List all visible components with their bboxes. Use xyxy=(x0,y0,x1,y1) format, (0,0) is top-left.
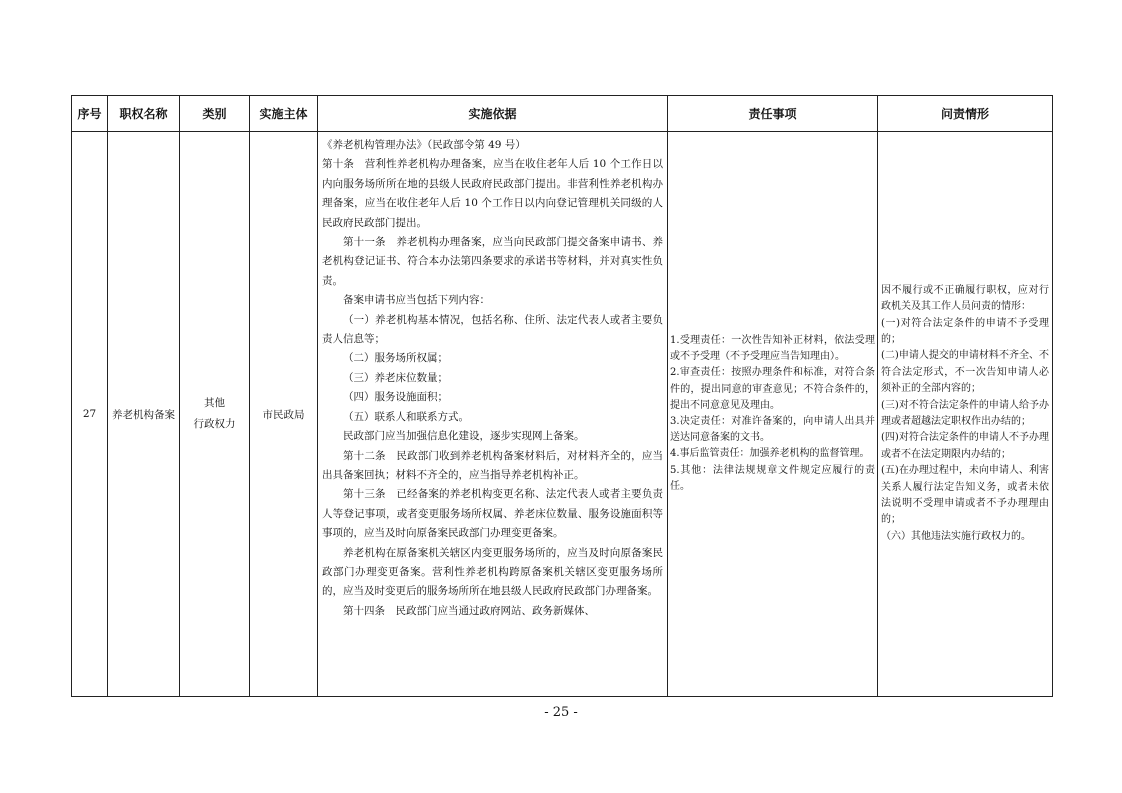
header-row xyxy=(72,96,1053,132)
basis-paragraph: 第十二条 民政部门收到养老机构备案材料后，对材料齐全的，应当出具备案回执；材料不齐全的，应当指导养老机构补正。 xyxy=(322,449,663,481)
accountability-item: (五)在办理过程中，未向申请人、利害关系人履行法定告知义务，或者未依法说明不受理申请或者不予办理理由的； xyxy=(881,465,1049,526)
basis-paragraph: 第十四条 民政部门应当通过政府网站、政务新媒体、 xyxy=(343,604,595,617)
responsibility-item: 3.决定责任：对准许备案的，向申请人出具并送达同意备案的文书。 xyxy=(670,416,875,444)
responsibility-item: 5.其他：法律法规规章文件规定应履行的责任。 xyxy=(670,464,875,492)
cell-responsibility xyxy=(668,132,878,697)
category-line-1: 其他 xyxy=(204,397,225,409)
accountability-item: 因不履行或不正确履行职权，应对行政机关及其工作人员问责的情形： xyxy=(881,284,1049,313)
accountability-item: （六）其他违法实施行政权力的。 xyxy=(881,530,1031,542)
basis-paragraph: 《养老机构管理办法》（民政部令第 49 号） xyxy=(322,139,526,151)
header-accountability: 问责情形 xyxy=(878,96,1053,132)
basis-paragraph: 第十条 营利性养老机构办理备案，应当在收住老年人后 10 个工作日以内向服务场所所在地的县级人民政府民政部门提出。非营利性养老机构办理备案，应当在收住老年人后 10 个工作日以内向登记管理机关同级的人民政府民政部门提出。 xyxy=(322,158,663,229)
basis-paragraph: （四）服务设施面积； xyxy=(343,391,448,404)
basis-paragraph: 备案申请书应当包括下列内容： xyxy=(343,294,490,307)
basis-paragraph: 民政部门应当加强信息化建设，逐步实现网上备案。 xyxy=(343,430,585,443)
accountability-item: (三)对不符合法定条件的申请人给予办理或者超越法定职权作出办结的； xyxy=(881,399,1049,427)
header-name: 职权名称 xyxy=(108,96,180,132)
basis-paragraph: 第十三条 已经备案的养老机构变更名称、法定代表人或者主要负责人等登记事项，或者变更服务场所权属、养老床位数量、服务设施面积等事项的，应当及时向原备案民政部门办理变更备案。 xyxy=(322,488,663,540)
cell-accountability xyxy=(878,132,1053,697)
accountability-item: (四)对符合法定条件的申请人不予办理或者不在法定期限内办结的； xyxy=(881,432,1049,460)
basis-paragraph: （一）养老机构基本情况，包括名称、住所、法定代表人或者主要负责人信息等； xyxy=(322,313,663,346)
accountability-item: (一)对符合法定条件的申请不予受理的； xyxy=(881,317,1049,345)
header-subject: 实施主体 xyxy=(250,96,318,132)
header-basis: 实施依据 xyxy=(318,96,668,132)
cell-name: 养老机构备案 xyxy=(108,132,180,697)
cell-basis xyxy=(318,132,668,697)
header-category: 类别 xyxy=(180,96,250,132)
cell-category xyxy=(180,132,250,697)
responsibility-item: 1.受理责任：一次性告知补正材料，依法受理或不予受理（不予受理应当告知理由）。 xyxy=(670,334,875,363)
cell-seq: 27 xyxy=(72,132,108,697)
basis-paragraph: （五）联系人和联系方式。 xyxy=(343,410,469,423)
header-responsibility: 责任事项 xyxy=(668,96,878,132)
responsibility-item: 2.审查责任：按照办理条件和标准，对符合条件的，提出同意的审查意见；不符合条件的，提出不同意意见及理由。 xyxy=(670,367,875,411)
table-row xyxy=(72,132,1053,697)
page-number: - 25 - xyxy=(544,705,578,720)
category-line-2: 行政权力 xyxy=(193,418,236,430)
basis-paragraph: （三）养老床位数量； xyxy=(343,371,448,384)
basis-paragraph: 第十一条 养老机构办理备案，应当向民政部门提交备案申请书、养老机构登记证书、符合本办法第四条要求的承诺书等材料，并对真实性负责。 xyxy=(322,236,663,287)
basis-paragraph: 养老机构在原备案机关辖区内变更服务场所的，应当及时向原备案民政部门办理变更备案。营利性养老机构跨原备案机关辖区变更服务场所的，应当及时变更后的服务场所所在地县级人民政府民政部门办理备案。 xyxy=(322,546,663,598)
basis-paragraph: （二）服务场所权属； xyxy=(343,352,448,365)
cell-subject: 市民政局 xyxy=(250,132,318,697)
responsibility-item: 4.事后监管责任：加强养老机构的监督管理。 xyxy=(670,448,870,460)
accountability-item: (二)申请人提交的申请材料不齐全、不符合法定形式，不一次告知申请人必须补正的全部内容的； xyxy=(881,350,1049,395)
authority-table xyxy=(71,95,1053,697)
header-seq: 序号 xyxy=(72,96,108,132)
